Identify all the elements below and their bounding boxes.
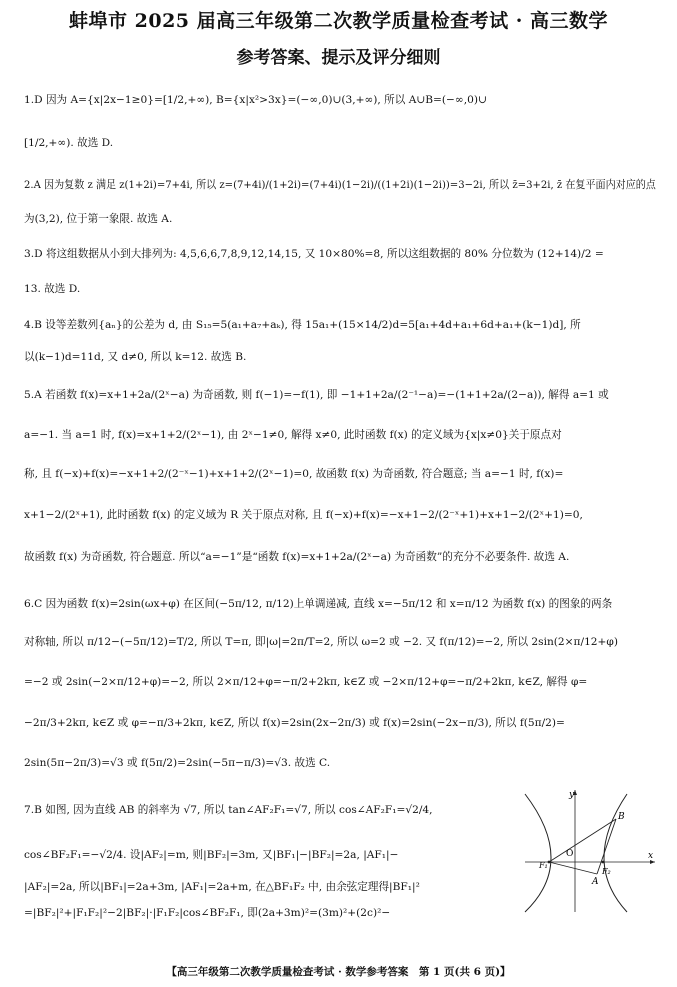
answer-line: =|BF₂|²+|F₁F₂|²−2|BF₂|·|F₁F₂|cos∠BF₂F₁, 即(2a+3m)²=(3m)²+(2c)²− — [24, 907, 391, 919]
answer-line: 故函数 f(x) 为奇函数, 符合题意. 所以“a=−1”是“函数 f(x)=x+1+2a/(2ˣ−a) 为奇函数”的充分不必要条件. 故选 A. — [24, 551, 570, 563]
segment-b-a — [597, 819, 616, 874]
answer-line: x+1−2/(2ˣ+1), 此时函数 f(x) 的定义域为 R 关于原点对称, 且 f(−x)+f(x)=−x+1−2/(2⁻ˣ+1)+x+1−2/(2ˣ+1)=0, — [24, 509, 583, 521]
answer-line: 6.C 因为函数 f(x)=2sin(ωx+φ) 在区间(−5π/12, π/12)上单调递减, 直线 x=−5π/12 和 x=π/12 为函数 f(x) 的图象的两条 — [24, 598, 613, 610]
answer-line: 为(3,2), 位于第一象限. 故选 A. — [24, 213, 173, 225]
label-o: O — [566, 849, 574, 859]
segment-f1-a — [549, 862, 597, 874]
answer-line: 4.B 设等差数列{aₙ}的公差为 d, 由 S₁₅=5(a₁+a₇+aₖ), 得 15a₁+(15×14/2)d=5[a₁+4d+a₁+6d+a₁+(k−1)d], 所 — [24, 319, 581, 331]
answer-line: =−2 或 2sin(−2×π/12+φ)=−2, 所以 2×π/12+φ=−π/2+2kπ, k∈Z 或 −2×π/12+φ=−π/2+2kπ, k∈Z, 解得 φ= — [24, 676, 588, 688]
answer-line: 13. 故选 D. — [24, 283, 81, 295]
label-b: B — [618, 812, 625, 822]
answer-line: −2π/3+2kπ, k∈Z 或 φ=−π/3+2kπ, k∈Z, 所以 f(x)=2sin(2x−2π/3) 或 f(x)=2sin(−2x−π/3), 所以 f(5π/2)= — [24, 717, 565, 729]
answer-line: 称, 且 f(−x)+f(x)=−x+1+2/(2⁻ˣ−1)+x+1+2/(2ˣ−1)=0, 故函数 f(x) 为奇函数, 符合题意; 当 a=−1 时, f(x)= — [24, 468, 564, 480]
answer-line: 以(k−1)d=11d, 又 d≠0, 所以 k=12. 故选 B. — [24, 351, 247, 363]
label-y: y — [569, 790, 575, 800]
answer-line: a=−1. 当 a=1 时, f(x)=x+1+2/(2ˣ−1), 由 2ˣ−1≠0, 解得 x≠0, 此时函数 f(x) 的定义域为{x|x≠0}关于原点对 — [24, 429, 562, 441]
answer-line: 对称轴, 所以 π/12−(−5π/12)=T/2, 所以 T=π, 即|ω|=2π/T=2, 所以 ω=2 或 −2. 又 f(π/12)=−2, 所以 2sin(2×π/12+φ) — [24, 636, 618, 648]
answer-line: 5.A 若函数 f(x)=x+1+2a/(2ˣ−a) 为奇函数, 则 f(−1)=−f(1), 即 −1+1+2a/(2⁻¹−a)=−(1+1+2a/(2−a)), 解得 a=1 或 — [24, 389, 609, 401]
answer-line: |AF₂|=2a, 所以|BF₁|=2a+3m, |AF₁|=2a+m, 在△BF₁F₂ 中, 由余弦定理得|BF₁|² — [24, 881, 420, 893]
page-subtitle: 参考答案、提示及评分细则 — [236, 48, 441, 68]
answer-line: cos∠BF₂F₁=−√2/4. 设|AF₂|=m, 则|BF₂|=3m, 又|BF₁|−|BF₂|=2a, |AF₁|− — [24, 849, 399, 861]
hyperbola-figure — [519, 786, 659, 916]
label-f1: F₁ — [539, 861, 548, 870]
point-f2 — [602, 861, 605, 864]
point-f1 — [548, 861, 551, 864]
hyperbola-left-branch — [525, 794, 551, 912]
label-f2: F₂ — [602, 867, 611, 876]
answer-line: 2.A 因为复数 z 满足 z(1+2i)=7+4i, 所以 z=(7+4i)/(1+2i)=(7+4i)(1−2i)/((1+2i)(1−2i))=3−2i, 所以 z̄=3+2i, z̄ 在复平面内对应的点 — [24, 179, 656, 191]
answer-line: 3.D 将这组数据从小到大排列为: 4,5,6,6,7,8,9,12,14,15, 又 10×80%=8, 所以这组数据的 80% 分位数为 (12+14)/2 = — [24, 248, 604, 260]
answer-line: 1.D 因为 A={x|2x−1≥0}=[1/2,+∞), B={x|x²>3x}=(−∞,0)∪(3,+∞), 所以 A∪B=(−∞,0)∪ — [24, 94, 487, 106]
answer-line: 2sin(5π−2π/3)=√3 或 f(5π/2)=2sin(−5π−π/3)=√3. 故选 C. — [24, 757, 331, 769]
label-a: A — [592, 877, 599, 887]
page-title: 蚌埠市 2025 届高三年级第二次教学质量检查考试 · 高三数学 — [69, 10, 608, 32]
answer-line: 7.B 如图, 因为直线 AB 的斜率为 √7, 所以 tan∠AF₂F₁=√7, 所以 cos∠AF₂F₁=√2/4, — [24, 804, 433, 816]
answer-line: [1/2,+∞). 故选 D. — [24, 137, 114, 149]
page-footer: 【高三年级第二次教学质量检查考试 · 数学参考答案 第 1 页(共 6 页)】 — [166, 966, 511, 978]
label-x: x — [648, 851, 654, 861]
